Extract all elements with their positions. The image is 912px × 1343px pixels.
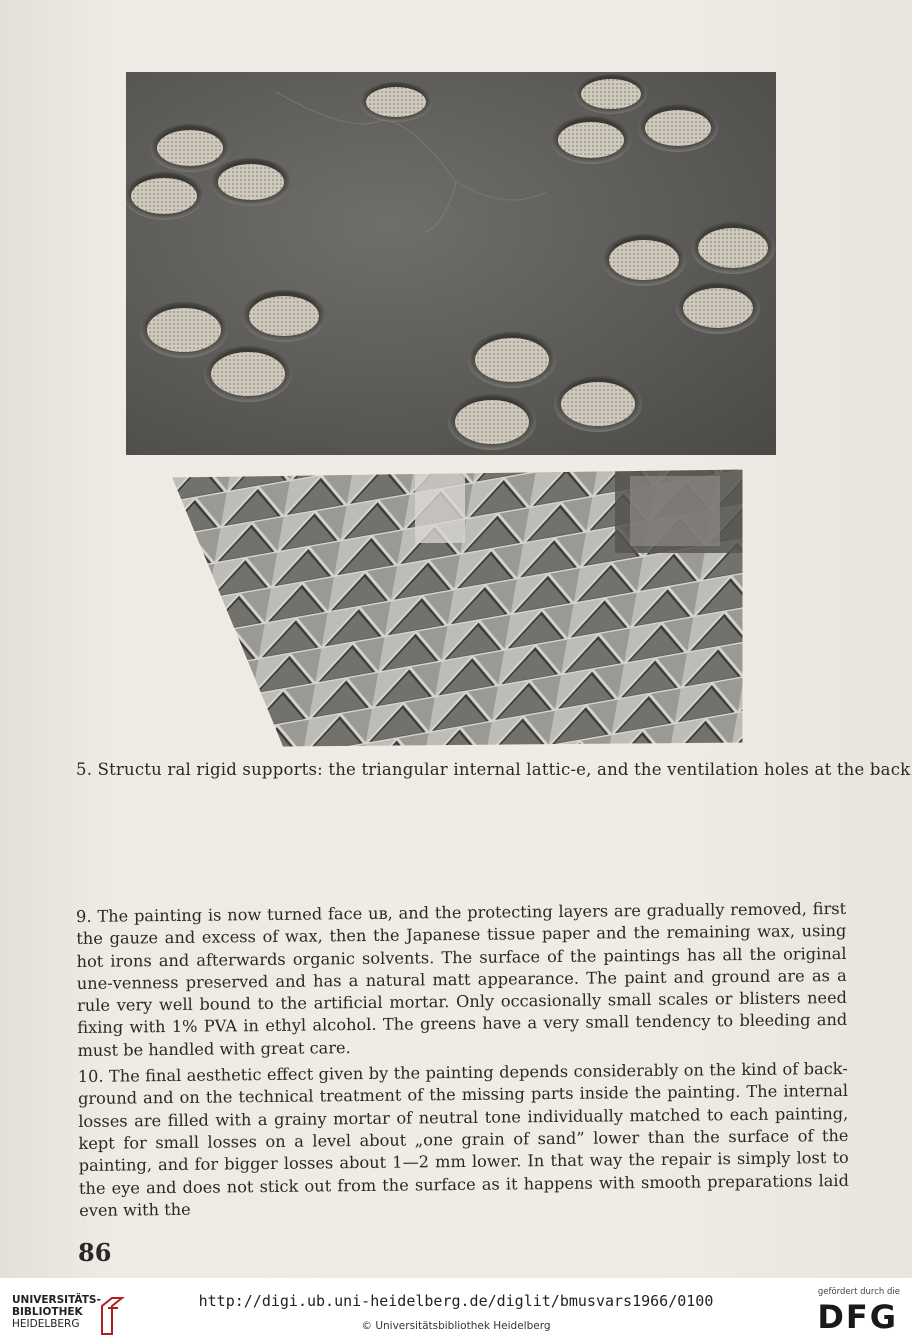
paragraph-10: 10. The final aesthetic effect given by the painting depends considerably on the kind of back-ground and on the technical treatment of the missing parts inside the painting. The internal losses are filled with a grainy mortar of neutral tone individually matched to each painting, kept for small losses on a level about „one grain of sand” lower than the surface of the painting, and for bigger losses about 1—2 mm lower. In that way the repair is simply lost to the eye and does not stick out from the surface as it happens with smooth preparations laid even with the (77, 1059, 850, 1220)
page-number: 86 (78, 1238, 112, 1267)
photo-triangular-lattice (170, 468, 744, 748)
library-name-line1: UNIVERSITÄTS- (12, 1294, 101, 1306)
source-url-link[interactable]: http://digi.ub.uni-heidelberg.de/diglit/bmusvars1966/0100 (198, 1292, 714, 1310)
library-name-line3: HEIDELBERG (12, 1318, 80, 1330)
figure-caption: 5. Structu ral rigid supports: the triangular internal lattic-e, and the ventilation holes at the back (76, 760, 911, 779)
body-text (76, 898, 849, 1226)
paragraph-9: 9. The painting is now turned face uʙ, and the protecting layers are gradually removed, first the gauze and excess of wax, then the Japanese tissue paper and the remaining wax, using hot irons and afterwards organic solvents. The surface of the paintings has all the original une-venness preserved and has a natural matt appearance. The paint and ground are as a rule very well bound to the artificial mortar. Only occasionally small scales or blisters need fixing with 1% PVA in ethyl alcohol. The greens have a very small tendency to bleeding and must be handled with great care. (76, 898, 848, 1060)
library-name-line2: BIBLIOTHEK (12, 1306, 83, 1318)
funder-note: gefördert durch die (817, 1287, 900, 1297)
copyright-notice: © Universitätsbibliothek Heidelberg (361, 1320, 551, 1332)
photo-ventilation-holes (126, 72, 776, 455)
dfg-logo[interactable]: DFG (817, 1298, 898, 1336)
ventilation-holes-group (126, 74, 775, 450)
